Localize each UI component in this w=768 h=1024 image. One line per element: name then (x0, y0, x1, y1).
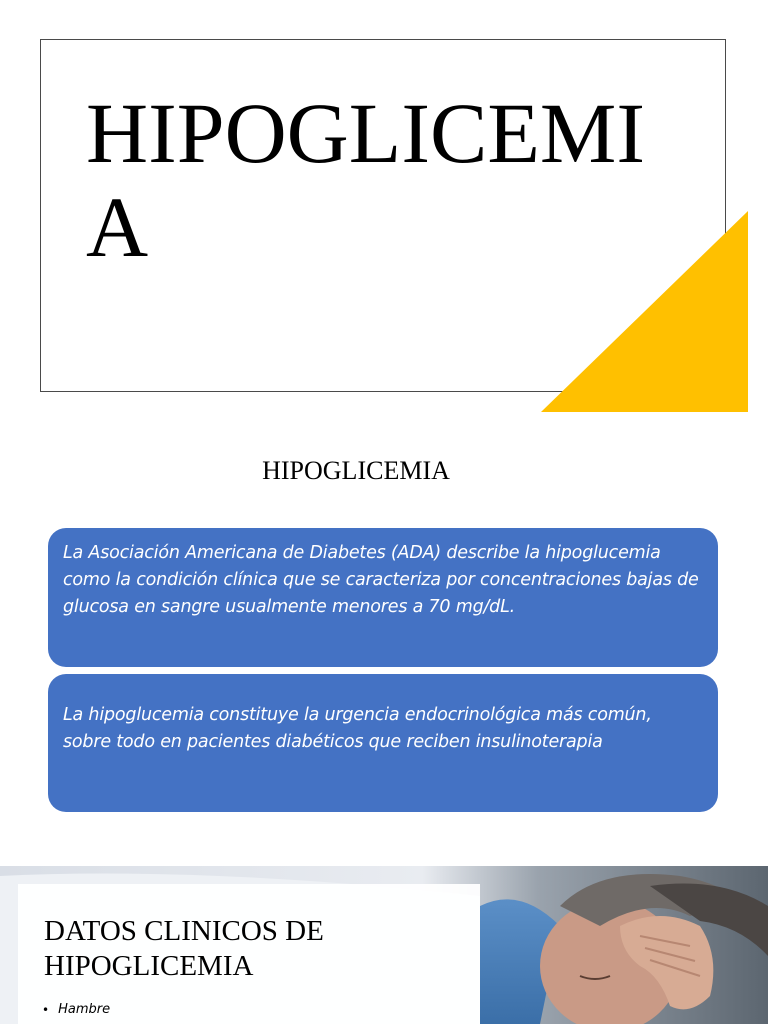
clinical-bullet-list (42, 1002, 110, 1017)
list-item-text: Hambre (58, 1002, 111, 1017)
list-item (42, 1002, 110, 1017)
slide-title-text: HIPOGLICEMIA (86, 85, 645, 275)
definition-slide (0, 420, 768, 866)
definition-card-text: La hipoglucemia constituye la urgencia endocrinológica más común, sobre todo en pacientes diabéticos que reciben insulinoterapia (63, 705, 652, 752)
definition-card-text: La Asociación Americana de Diabetes (ADA) describe la hipoglucemia como la condición clínica que se caracteriza por concentraciones bajas de glucosa en sangre usualmente menores a 70 mg/dL. (63, 543, 699, 617)
clinical-title: DATOS CLINICOS DE HIPOGLICEMIA (44, 915, 324, 982)
definition-card (48, 528, 718, 667)
bullet-icon: • (42, 1002, 50, 1017)
clinical-data-slide (0, 866, 768, 1024)
title-slide (0, 0, 768, 420)
definition-card (48, 674, 718, 812)
definition-heading: HIPOGLICEMIA (262, 456, 450, 485)
